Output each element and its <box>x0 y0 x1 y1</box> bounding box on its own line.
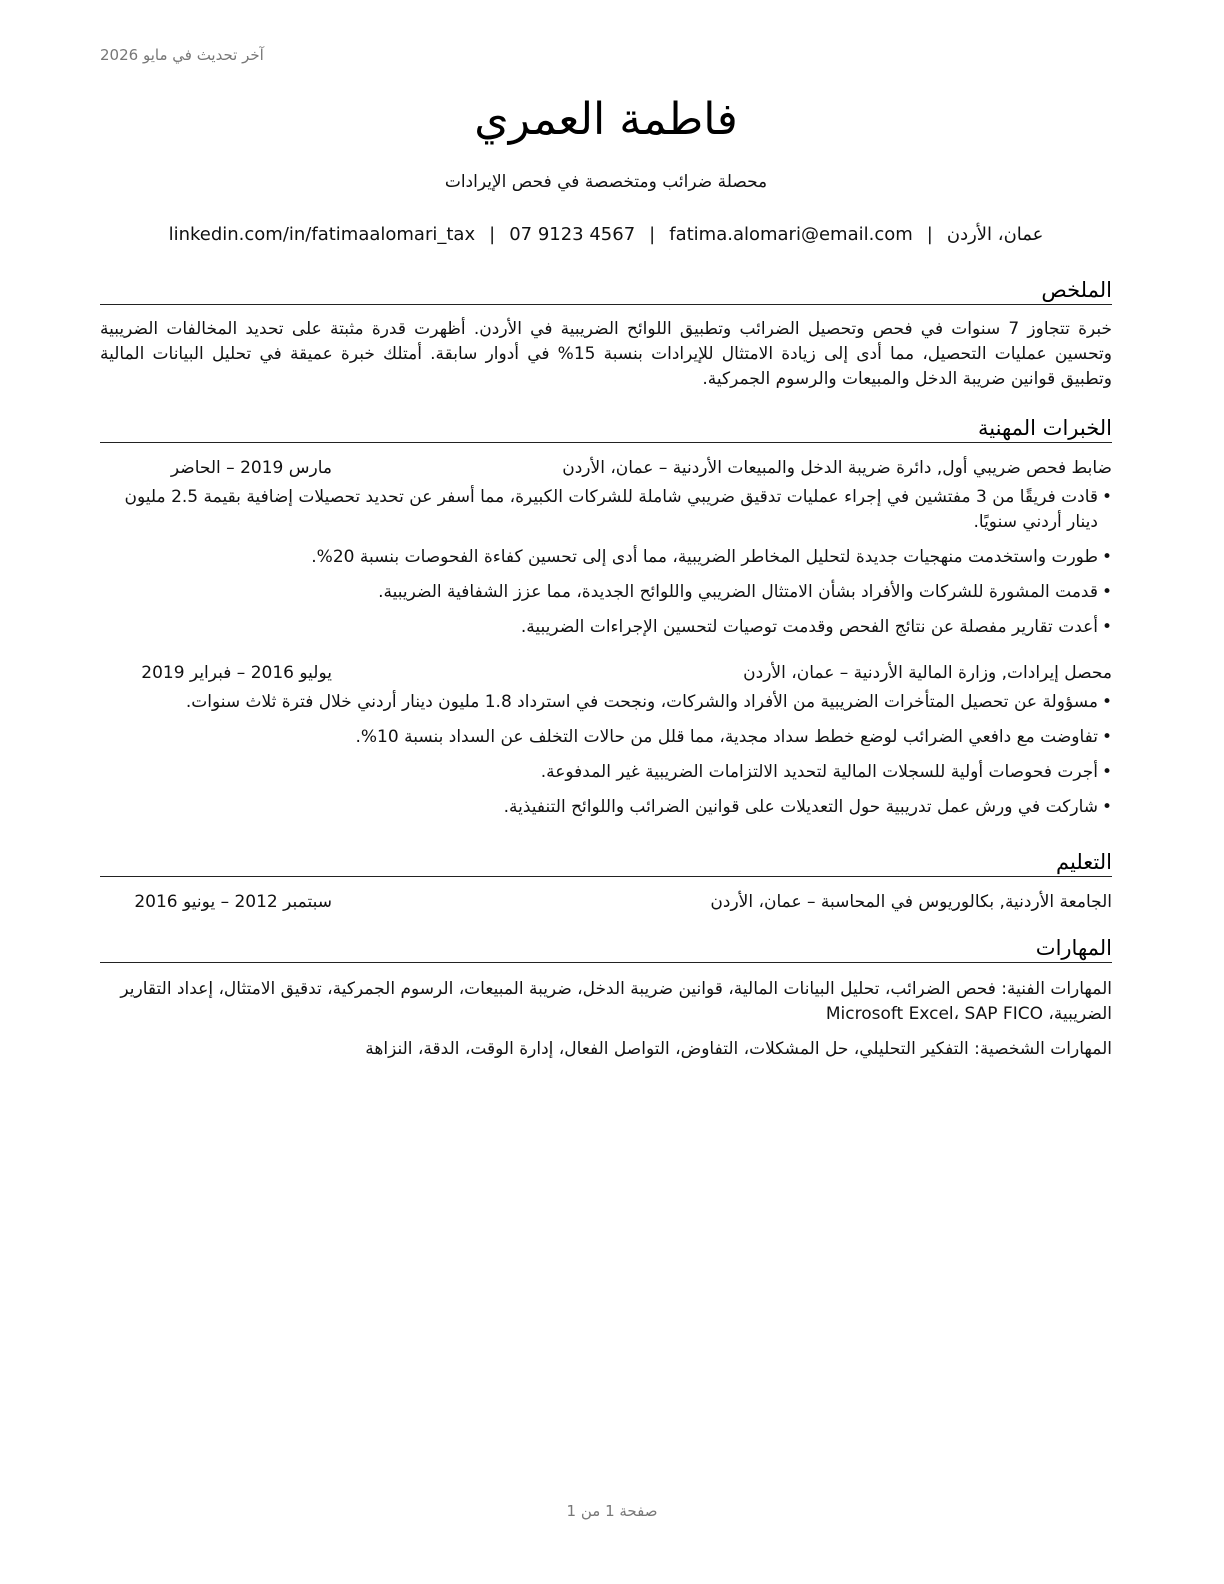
summary-text: خبرة تتجاوز 7 سنوات في فحص وتحصيل الضرائب وتطبيق اللوائح الضريبية في الأردن. أظهرت قدرة مثبتة على تحديد المخالفات الضريبية وتحسين عمليات التحصيل، مما أدى إلى زيادة الامتثال للإيرادات بنسبة 15% في أدوار سابقة. أمتلك خبرة عميقة في تحليل البيانات المالية وتطبيق قوانين ضريبة الدخل والمبيعات والرسوم الجمركية. <box>100 319 1112 389</box>
list-item: • تفاوضت مع دافعي الضرائب لوضع خطط سداد مجدية، مما قلل من حالات التخلف عن السداد بنسبة 10%. <box>100 725 1112 750</box>
job-header <box>100 660 1112 686</box>
contact-phone[interactable]: 07 9123 4567 <box>509 224 636 245</box>
contact-separator: | <box>489 224 496 245</box>
summary-section <box>100 276 1112 392</box>
list-item: • قدمت المشورة للشركات والأفراد بشأن الامتثال الضريبي واللوائح الجديدة، مما عزز الشفافية الضريبية. <box>100 580 1112 605</box>
candidate-title: محصلة ضرائب ومتخصصة في فحص الإيرادات <box>444 172 768 192</box>
soft-skills: المهارات الشخصية: التفكير التحليلي، حل المشكلات، التفاوض، التواصل الفعال، إدارة الوقت، الدقة، النزاهة <box>365 1039 1112 1059</box>
summary-heading: الملخص <box>100 276 1112 305</box>
technical-skills: المهارات الفنية: فحص الضرائب، تحليل البيانات المالية، قوانين ضريبة الدخل، ضريبة المبيعات، الرسوم الجمركية، تدقيق الامتثال، إعداد التقارير الضريبية، Microsoft Excel، SAP FICO <box>120 979 1112 1024</box>
job-bullets <box>100 690 1112 820</box>
list-item: • شاركت في ورش عمل تدريبية حول التعديلات على قوانين الضرائب واللوائح التنفيذية. <box>100 795 1112 820</box>
skills-section <box>100 934 1112 1062</box>
candidate-name: فاطمة العمري <box>474 94 738 145</box>
list-item: • قادت فريقًا من 3 مفتشين في إجراء عمليات تدقيق ضريبي شاملة للشركات الكبيرة، مما أسفر عن تحديد تحصيلات إضافية بقيمة 2.5 مليون دينار أردني سنويًا. <box>100 485 1112 535</box>
contact-separator: | <box>649 224 656 245</box>
job-role: محصل إيرادات, وزارة المالية الأردنية – عمان، الأردن <box>743 663 1112 683</box>
job-role: ضابط فحص ضريبي أول, دائرة ضريبة الدخل والمبيعات الأردنية – عمان، الأردن <box>562 458 1112 478</box>
education-section <box>100 848 1112 915</box>
job-dates: مارس 2019 – الحاضر <box>170 458 332 478</box>
education-entry <box>100 889 1112 915</box>
contact-location: عمان، الأردن <box>946 224 1044 245</box>
contact-line <box>100 222 1112 248</box>
page-number: صفحة 1 من 1 <box>566 1502 658 1520</box>
education-heading: التعليم <box>100 848 1112 877</box>
job-bullets <box>100 485 1112 640</box>
last-updated-note: آخر تحديث في مايو 2026 <box>100 46 264 64</box>
job-entry <box>100 455 1112 640</box>
contact-email[interactable]: fatima.alomari@email.com <box>669 224 913 245</box>
job-header <box>100 455 1112 481</box>
job-dates: يوليو 2016 – فبراير 2019 <box>141 663 332 683</box>
education-degree: الجامعة الأردنية, بكالوريوس في المحاسبة – عمان، الأردن <box>710 892 1112 912</box>
job-entry <box>100 660 1112 820</box>
experience-section <box>100 414 1112 830</box>
skills-heading: المهارات <box>100 934 1112 963</box>
contact-linkedin[interactable]: linkedin.com/in/fatimaalomari_tax <box>168 224 476 245</box>
list-item: • طورت واستخدمت منهجيات جديدة لتحليل المخاطر الضريبية، مما أدى إلى تحسين كفاءة الفحوصات بنسبة 20%. <box>100 545 1112 570</box>
list-item: • أعدت تقارير مفصلة عن نتائج الفحص وقدمت توصيات لتحسين الإجراءات الضريبية. <box>100 615 1112 640</box>
resume-page <box>100 0 1112 1584</box>
experience-heading: الخبرات المهنية <box>100 414 1112 443</box>
contact-separator: | <box>926 224 933 245</box>
education-dates: سبتمبر 2012 – يونيو 2016 <box>134 892 332 912</box>
list-item: • أجرت فحوصات أولية للسجلات المالية لتحديد الالتزامات الضريبية غير المدفوعة. <box>100 760 1112 785</box>
list-item: • مسؤولة عن تحصيل المتأخرات الضريبية من الأفراد والشركات، ونجحت في استرداد 1.8 مليون دينار أردني خلال فترة ثلاث سنوات. <box>100 690 1112 715</box>
